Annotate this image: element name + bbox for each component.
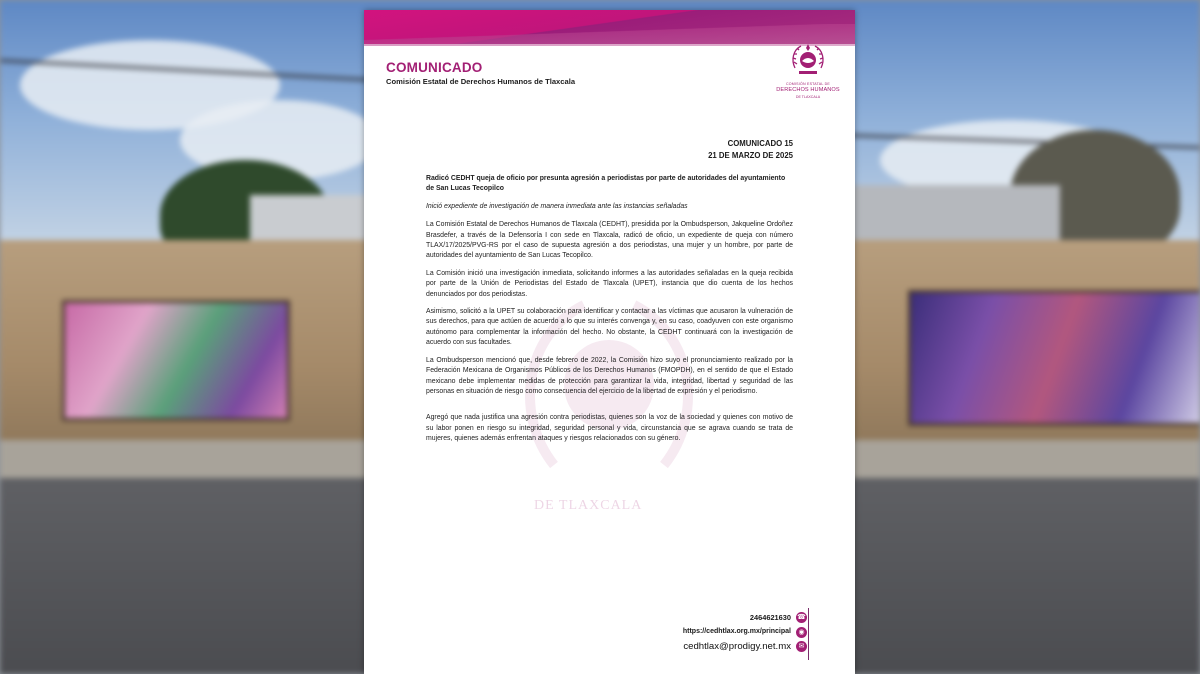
cedht-logo (769, 38, 847, 104)
document-subtitle: Comisión Estatal de Derechos Humanos de Tlaxcala (386, 77, 576, 86)
logo-text-main: DERECHOS HUMANOS (776, 87, 840, 93)
paragraph: La Comisión inició una investigación inmediata, solicitando informes a las autoridades señaladas en la queja recibida por parte de la Unión de Periodistas del Estado de Tlaxcala (UPET), instancia que dio cuenta de los hechos denunciados por dos periodistas. (426, 269, 793, 298)
phone-icon: ☎ (797, 614, 806, 621)
contact-divider (808, 608, 809, 660)
watermark-text: DE TLAXCALA (534, 498, 643, 513)
headline: Radicó CEDHT queja de oficio por presunta agresión a periodistas por parte de autoridades del ayuntamiento de San Lucas Tecopilco (426, 175, 786, 193)
mural-right (908, 290, 1200, 426)
web-icon: ◉ (796, 627, 807, 638)
paragraph: La Comisión Estatal de Derechos Humanos de Tlaxcala (CEDHT), presidida por la Ombudsperson, Jakqueline Ordoñez Brasdefer, a través de la Defensoría I con sede en Tlaxcala, radicó de oficio, un expediente de queja con número TLAX/17/2025/PVG-RS por el caso de supuesta agresión a dos periodistas, una mujer y un hombre, por parte de autoridades del ayuntamiento de San Lucas Tecopilco. (426, 221, 793, 260)
paragraph: Asimismo, solicitó a la UPET su colaboración para identificar y contactar a las víctimas que acusaron la vulneración de sus derechos, para que actúen de acuerdo a lo que su interés convenga y, en su caso, coadyuven con este organismo autónomo para complementar la información del hecho. No obstante, la CEDHT continuará con la investigación de acuerdo con sus facultades. (426, 308, 793, 347)
document-title: COMUNICADO (386, 60, 483, 75)
mural-left (62, 300, 290, 421)
logo-emblem-icon (787, 38, 829, 84)
communique-body (426, 174, 793, 452)
communique-date: 21 DE MARZO DE 2025 (708, 151, 793, 160)
contact-phone: 2464621630 (749, 613, 791, 622)
logo-text-bottom: DE TLAXCALA (795, 95, 821, 99)
contact-website[interactable]: https://cedhtlax.org.mx/principal (682, 628, 791, 635)
communique-number: COMUNICADO 15 (727, 139, 793, 148)
paragraph: La Ombudsperson mencionó que, desde febrero de 2022, la Comisión hizo suyo el pronunciamiento realizado por la Federación Mexicana de Organismos Públicos de los Derechos Humanos (FMOPDH), en el sentido de que el Estado mexicano debe implementar medidas de protección para garantizar la vida, integridad, libertad y seguridad de las personas en situación de riesgo como consecuencia del ejercicio de la libertad de expresión y el periodismo. (426, 356, 793, 395)
email-icon: ✉ (796, 641, 807, 652)
paragraph: Agregó que nada justifica una agresión contra periodistas, quienes son la voz de la sociedad y quienes con motivo de su labor ponen en riesgo su integridad, seguridad personal y vida, circunstancia que se agrava cuando se trata de mujeres, quienes además enfrentan ataques y riesgos relacionados con su género. (426, 414, 793, 443)
building-roof (850, 185, 1060, 245)
logo-text-top: COMISIÓN ESTATAL DE (786, 82, 830, 86)
lead-text: Inició expediente de investigación de manera inmediata ante las instancias señaladas (426, 202, 688, 210)
communique-sheet (364, 10, 855, 674)
contact-email[interactable]: cedhtlax@prodigy.net.mx (683, 641, 791, 652)
